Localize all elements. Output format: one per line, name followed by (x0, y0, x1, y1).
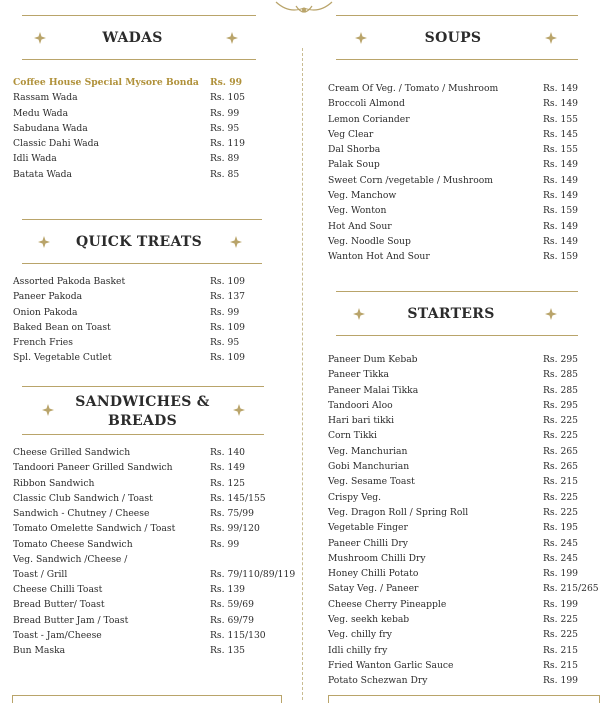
divider-rule (22, 386, 264, 387)
item-price: Rs. 140 (210, 447, 246, 458)
menu-item (328, 474, 603, 489)
menu-item (13, 476, 298, 491)
item-name: Paneer Pakoda (13, 291, 83, 303)
item-name: Veg. chilly fry (328, 629, 392, 641)
item-price: Rs. 95 (210, 337, 240, 349)
menu-item (328, 249, 603, 264)
item-name: Cheese Chilli Toast (13, 584, 103, 596)
item-name: Vegetable Finger (328, 522, 408, 534)
item-price: Rs. 59/69 (210, 599, 254, 611)
divider-rule (22, 263, 262, 264)
item-name: Bread Butter/ Toast (13, 599, 105, 611)
menu-item (328, 157, 603, 172)
item-price: Rs. 149 (543, 98, 579, 110)
menu-item (328, 459, 603, 474)
menu-item (13, 335, 293, 350)
divider-rule (22, 434, 264, 435)
menu-item (328, 536, 603, 551)
item-name: Veg. Manchurian (328, 445, 408, 457)
menu-item (13, 552, 298, 582)
item-name: Broccoli Almond (328, 98, 405, 110)
item-price: Rs. 225 (543, 415, 579, 427)
item-price: Rs. 295 (543, 354, 579, 365)
item-name: Hari bari tikki (328, 415, 395, 427)
item-name: Baked Bean on Toast (13, 321, 111, 333)
menu-item (328, 352, 603, 367)
item-price: Rs. 69/79 (210, 614, 254, 626)
flourish-icon (230, 236, 242, 248)
menu-item (328, 490, 603, 505)
menu-item (13, 274, 293, 289)
item-name: Mushroom Chilli Dry (328, 552, 426, 564)
item-price: Rs. 285 (543, 384, 579, 396)
menu-item (328, 643, 603, 658)
menu-item (328, 173, 603, 188)
starters-list (328, 352, 603, 689)
item-price: Rs. 225 (543, 506, 579, 518)
item-price: Rs. 215/265 (543, 583, 599, 595)
item-name: Classic Dahi Wada (13, 138, 99, 150)
item-name: Bread Butter Jam / Toast (13, 614, 129, 626)
item-name: Veg. Wonton (328, 205, 387, 217)
item-price: Rs. 225 (543, 430, 579, 442)
item-price: Rs. 149 (543, 159, 579, 171)
item-price: Rs. 149 (543, 190, 579, 202)
menu-item (13, 613, 298, 628)
item-name: Palak Soup (328, 159, 380, 171)
item-price: Rs. 145/155 (210, 492, 266, 504)
item-name: Tomato Omelette Sandwich / Toast (13, 523, 176, 535)
item-name: Fried Wanton Garlic Sauce (328, 659, 454, 671)
item-name: Onion Pakoda (13, 306, 78, 318)
menu-item (328, 566, 603, 581)
item-name: Honey Chilli Potato (328, 568, 419, 580)
flourish-icon (355, 32, 367, 44)
item-price: Rs. 115/130 (210, 629, 266, 641)
item-price: Rs. 139 (210, 584, 246, 596)
item-name: Spl. Vegetable Cutlet (13, 352, 112, 364)
menu-item (13, 460, 298, 475)
menu-item (328, 413, 603, 428)
divider-rule (22, 15, 256, 16)
item-price: Rs. 89 (210, 153, 240, 165)
section-title-starters: STARTERS (407, 306, 495, 322)
top-ornament-icon (274, 0, 334, 20)
menu-item (328, 219, 603, 234)
flourish-icon (233, 404, 245, 416)
menu-item (13, 136, 293, 151)
soups-list (328, 81, 603, 265)
item-name: Rassam Wada (13, 92, 78, 104)
item-name: Sabudana Wada (13, 122, 88, 134)
item-name: Satay Veg. / Paneer (328, 583, 419, 595)
item-name: Gobi Manchurian (328, 461, 410, 473)
item-price: Rs. 109 (210, 321, 246, 333)
menu-item (13, 305, 293, 320)
item-price: Rs. 225 (543, 629, 579, 641)
wadas-list (13, 75, 293, 182)
item-name: Cheese Cherry Pineapple (328, 598, 447, 610)
item-price: Rs. 155 (543, 113, 579, 125)
item-name: Veg Clear (328, 128, 374, 140)
item-name: Sandwich - Chutney / Cheese (13, 508, 150, 520)
column-divider (302, 48, 303, 700)
item-price: Rs. 215 (543, 659, 579, 671)
bottom-frame (328, 695, 600, 703)
item-price: Rs. 199 (543, 598, 579, 610)
item-name: French Fries (13, 337, 73, 349)
item-price: Rs. 155 (543, 144, 579, 156)
flourish-icon (38, 236, 50, 248)
item-name: Veg. Sandwich /Cheese / Toast / Grill (13, 554, 128, 581)
menu-item (328, 673, 603, 688)
item-name: Paneer Chilli Dry (328, 537, 408, 549)
item-price: Rs. 245 (543, 552, 579, 564)
item-price: Rs. 79/110/89/119 (210, 569, 296, 581)
item-price: Rs. 295 (543, 399, 579, 411)
menu-item (13, 320, 293, 335)
item-name: Idli chilly fry (328, 644, 388, 656)
item-name: Paneer Dum Kebab (328, 354, 418, 365)
item-name: Veg. Sesame Toast (328, 476, 415, 488)
menu-item (13, 537, 298, 552)
menu-item (328, 658, 603, 673)
item-price: Rs. 149 (543, 83, 579, 94)
item-name: Dal Shorba (328, 144, 381, 156)
menu-item (13, 121, 293, 136)
item-name: Tandoori Aloo (328, 399, 393, 411)
section-title-soups: SOUPS (424, 30, 482, 46)
flourish-icon (34, 32, 46, 44)
item-price: Rs. 95 (210, 122, 240, 134)
item-price: Rs. 195 (543, 522, 579, 534)
menu-item (13, 445, 298, 460)
item-price: Rs. 245 (543, 537, 579, 549)
item-price: Rs. 137 (210, 291, 246, 303)
item-name: Hot And Sour (328, 220, 392, 232)
item-price: Rs. 135 (210, 645, 246, 657)
item-price: Rs. 265 (543, 461, 579, 473)
menu-item (328, 444, 603, 459)
menu-item (328, 612, 603, 627)
menu-item (13, 90, 293, 105)
item-price: Rs. 99 (210, 107, 240, 119)
flourish-icon (226, 32, 238, 44)
item-name: Tomato Cheese Sandwich (13, 538, 133, 550)
section-title-wadas: WADAS (102, 30, 163, 46)
menu-item (13, 582, 298, 597)
item-price: Rs. 149 (210, 462, 246, 474)
item-price: Rs. 145 (543, 128, 579, 140)
item-price: Rs. 199 (543, 675, 579, 687)
item-price: Rs. 99 (210, 306, 240, 318)
sandwiches-list (13, 445, 298, 659)
menu-item (328, 383, 603, 398)
item-name: Veg. seekh kebab (328, 614, 410, 626)
item-price: Rs. 199 (543, 568, 579, 580)
item-price: Rs. 99 (210, 77, 242, 88)
item-name: Coffee House Special Mysore Bonda (13, 77, 199, 88)
menu-item (328, 127, 603, 142)
menu-item (328, 96, 603, 111)
menu-item (13, 491, 298, 506)
item-name: Potato Schezwan Dry (328, 675, 428, 687)
bottom-frame (12, 695, 282, 703)
menu-item (328, 581, 603, 596)
item-price: Rs. 99/120 (210, 523, 260, 535)
item-price: Rs. 119 (210, 138, 246, 150)
item-name: Classic Club Sandwich / Toast (13, 492, 153, 504)
menu-item (328, 112, 603, 127)
menu-item (328, 505, 603, 520)
item-name: Paneer Malai Tikka (328, 384, 419, 396)
item-price: Rs. 149 (543, 220, 579, 232)
menu-item (13, 75, 293, 90)
item-price: Rs. 285 (543, 369, 579, 381)
menu-item (328, 142, 603, 157)
flourish-icon (353, 308, 365, 320)
item-name: Toast - Jam/Cheese (13, 629, 102, 641)
item-name: Paneer Tikka (328, 369, 390, 381)
menu-item (328, 627, 603, 642)
item-name: Veg. Noodle Soup (328, 235, 411, 247)
item-price: Rs. 105 (210, 92, 246, 104)
item-price: Rs. 225 (543, 491, 579, 503)
item-name: Crispy Veg. (328, 491, 382, 503)
menu-item (328, 597, 603, 612)
item-name: Wanton Hot And Sour (328, 251, 430, 263)
item-price: Rs. 109 (210, 352, 246, 364)
menu-item (13, 597, 298, 612)
item-name: Lemon Coriander (328, 113, 410, 125)
divider-rule (336, 15, 578, 16)
menu-item (328, 203, 603, 218)
item-name: Sweet Corn /vegetable / Mushroom (328, 174, 493, 186)
divider-rule (336, 291, 578, 292)
menu-item (13, 289, 293, 304)
menu-item (328, 188, 603, 203)
flourish-icon (42, 404, 54, 416)
item-price: Rs. 215 (543, 476, 579, 488)
menu-item (13, 106, 293, 121)
item-price: Rs. 125 (210, 477, 246, 489)
menu-item (328, 234, 603, 249)
item-name: Veg. Manchow (328, 190, 397, 202)
menu-item (328, 367, 603, 382)
item-price: Rs. 149 (543, 174, 579, 186)
section-title-line: BREADS (107, 413, 178, 429)
menu-item (328, 551, 603, 566)
item-price: Rs. 149 (543, 235, 579, 247)
menu-item (328, 428, 603, 443)
item-name: Idli Wada (13, 153, 57, 165)
menu-item (328, 398, 603, 413)
item-price: Rs. 215 (543, 644, 579, 656)
menu-item (13, 506, 298, 521)
item-name: Tandoori Paneer Grilled Sandwich (13, 462, 173, 474)
item-price: Rs. 159 (543, 205, 579, 217)
divider-rule (336, 59, 578, 60)
menu-item (13, 167, 293, 182)
item-price: Rs. 265 (543, 445, 579, 457)
item-name: Bun Maska (13, 645, 66, 657)
item-name: Medu Wada (13, 107, 69, 119)
item-price: Rs. 99 (210, 538, 240, 550)
item-price: Rs. 159 (543, 251, 579, 263)
menu-item (328, 520, 603, 535)
section-title-quick-treats: QUICK TREATS (75, 234, 203, 250)
quick-treats-list (13, 274, 293, 366)
item-price: Rs. 85 (210, 168, 240, 180)
item-price: Rs. 225 (543, 614, 579, 626)
menu-item (13, 350, 293, 365)
item-name: Ribbon Sandwich (13, 477, 95, 489)
menu-item (13, 521, 298, 536)
menu-item (13, 628, 298, 643)
menu-item (328, 81, 603, 96)
menu-item (13, 151, 293, 166)
item-name: Cheese Grilled Sandwich (13, 447, 131, 458)
section-title-sandwiches (60, 393, 225, 431)
item-name: Batata Wada (13, 168, 72, 180)
divider-rule (22, 219, 262, 220)
item-price: Rs. 109 (210, 276, 246, 287)
flourish-icon (545, 308, 557, 320)
menu-item (13, 643, 298, 658)
item-name: Cream Of Veg. / Tomato / Mushroom (328, 83, 499, 94)
divider-rule (336, 335, 578, 336)
item-name: Veg. Dragon Roll / Spring Roll (328, 506, 469, 518)
flourish-icon (545, 32, 557, 44)
divider-rule (22, 59, 256, 60)
item-name: Assorted Pakoda Basket (13, 276, 126, 287)
section-title-line: SANDWICHES & (75, 394, 210, 410)
item-name: Corn Tikki (328, 430, 377, 442)
item-price: Rs. 75/99 (210, 508, 254, 520)
